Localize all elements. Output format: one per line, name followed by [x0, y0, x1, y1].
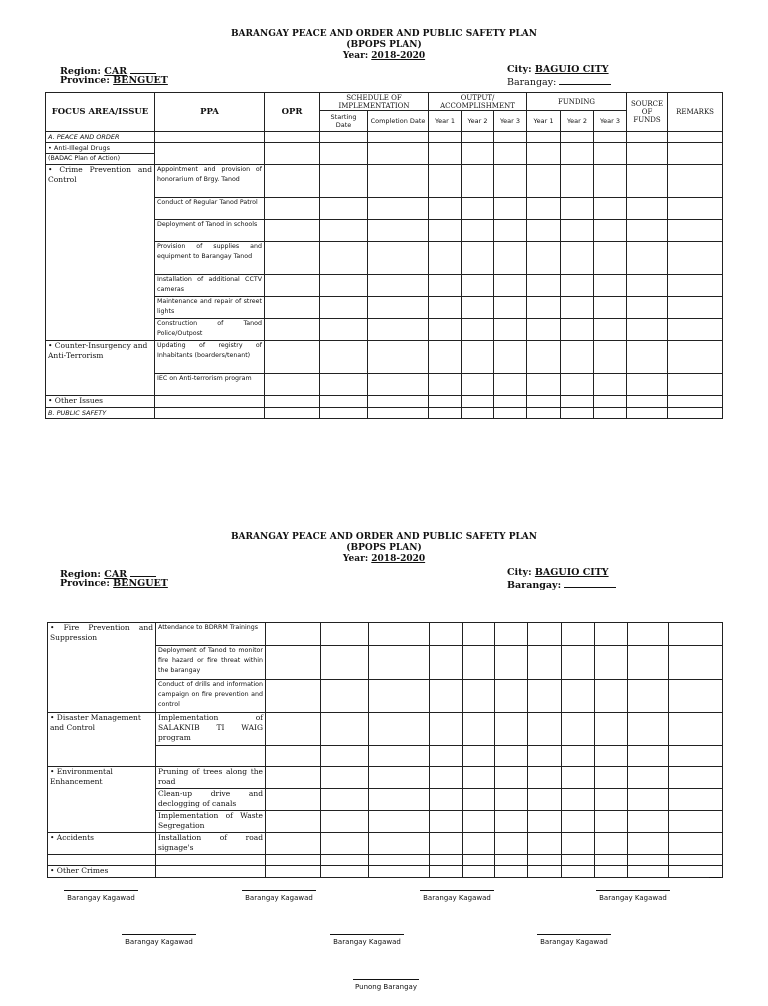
page2-subtitle: (BPOPS PLAN)	[346, 543, 422, 553]
ppa-item: IEC on Anti-terrorism program	[155, 374, 265, 396]
ppa-item: Attendance to BDRRM Trainings	[156, 623, 266, 646]
signature-kagawad-1: Barangay Kagawad	[60, 890, 142, 902]
page2-year-value: 2018-2020	[371, 554, 426, 564]
page1-province: Province: BENGUET	[60, 75, 168, 86]
signature-kagawad-6: Barangay Kagawad	[326, 934, 408, 946]
table-row	[48, 713, 723, 746]
ppa-item: Appointment and provision of honorarium of Brgy. Tanod	[155, 165, 265, 198]
page2-province: Province: BENGUET	[60, 578, 168, 589]
ppa-item: Conduct of drills and information campaign on fire prevention and control	[156, 680, 266, 713]
ppa-item: Construction of Tanod Police/Outpost	[155, 319, 265, 341]
signature-line	[64, 890, 138, 891]
col-starting-header: Starting Date	[320, 111, 368, 132]
page2-year: Year: 2018-2020	[342, 554, 426, 564]
section-row	[46, 132, 723, 143]
col-output-header: OUTPUT/ ACCOMPLISHMENT	[429, 93, 527, 111]
ppa-item: Clean-up drive and declogging of canals	[156, 789, 266, 811]
table-row	[46, 143, 723, 154]
section-row	[46, 408, 723, 419]
table-row	[46, 396, 723, 408]
page1-subtitle: (BPOPS PLAN)	[346, 40, 422, 50]
col-ppa-header: PPA	[155, 93, 265, 132]
ppa-item: Implementation of Waste Segregation	[156, 811, 266, 833]
signature-punong-barangay: Punong Barangay	[345, 979, 427, 991]
col-completion-header: Completion Date	[368, 111, 429, 132]
focus-disaster-management: • Disaster Management and Control	[48, 713, 156, 767]
page1-region: Region: CAR	[60, 64, 156, 77]
page2-province-value: BENGUET	[113, 578, 168, 589]
signature-line	[242, 890, 316, 891]
signature-line	[330, 934, 404, 935]
focus-crime-prevention: • Crime Prevention and Control	[46, 165, 155, 341]
page1-city: City: BAGUIO CITY	[507, 64, 609, 75]
page1-province-value: BENGUET	[113, 75, 168, 86]
signature-kagawad-3: Barangay Kagawad	[416, 890, 498, 902]
page1-barangay: Barangay:	[507, 75, 611, 88]
page2-region: Region: CAR	[60, 567, 156, 580]
col-source-header: SOURCE OF FUNDS	[627, 93, 668, 132]
page1-region-value: CAR	[104, 66, 128, 77]
focus-counter-insurgency: • Counter-Insurgency and Anti-Terrorism	[46, 341, 155, 396]
page1-city-value: BAGUIO CITY	[534, 64, 609, 75]
page1-barangay-blank	[559, 75, 611, 85]
ppa-item: Implementation of SALAKNIB TI WAIG program	[156, 713, 266, 746]
ppa-item: Installation of additional CCTV cameras	[155, 275, 265, 297]
page1-year: Year: 2018-2020	[342, 51, 426, 61]
ppa-item: Conduct of Regular Tanod Patrol	[155, 198, 265, 220]
page2-title: BARANGAY PEACE AND ORDER AND PUBLIC SAFETY PLAN	[230, 532, 538, 542]
col-funding-year3: Year 3	[594, 111, 627, 132]
ppa-item: Installation of road signage's	[156, 833, 266, 855]
signature-line	[537, 934, 611, 935]
table-row	[48, 623, 723, 646]
page1-plan-table	[45, 92, 723, 419]
ppa-item: Maintenance and repair of street lights	[155, 297, 265, 319]
col-output-year1: Year 1	[429, 111, 462, 132]
ppa-item: Provision of supplies and equipment to Barangay Tanod	[155, 242, 265, 275]
ppa-item: Updating of registry of Inhabitants (boarders/tenant)	[155, 341, 265, 374]
page1-year-value: 2018-2020	[371, 51, 426, 61]
signature-kagawad-4: Barangay Kagawad	[592, 890, 674, 902]
focus-other-crimes: • Other Crimes	[48, 866, 156, 878]
col-remarks-header: REMARKS	[668, 93, 723, 132]
table-row	[48, 866, 723, 878]
col-funding-year1: Year 1	[527, 111, 561, 132]
ppa-item: Pruning of trees along the road	[156, 767, 266, 789]
section-b-label: B. PUBLIC SAFETY	[46, 408, 155, 419]
table-row	[48, 855, 723, 866]
focus-other-issues: • Other Issues	[46, 396, 155, 408]
table-row	[46, 341, 723, 374]
col-funding-header: FUNDING	[527, 93, 627, 111]
focus-accidents: • Accidents	[48, 833, 156, 855]
col-funding-year2: Year 2	[561, 111, 594, 132]
table-row	[46, 165, 723, 198]
signature-kagawad-5: Barangay Kagawad	[118, 934, 200, 946]
page2-barangay: Barangay:	[507, 578, 616, 591]
page1-region-blank	[130, 64, 156, 74]
col-opr-header: OPR	[265, 93, 320, 132]
table-row	[48, 767, 723, 789]
col-output-year2: Year 2	[462, 111, 494, 132]
section-a-label: A. PEACE AND ORDER	[46, 132, 155, 143]
page1-title: BARANGAY PEACE AND ORDER AND PUBLIC SAFETY PLAN	[230, 29, 538, 39]
page2-barangay-blank	[564, 578, 616, 588]
focus-fire-prevention: • Fire Prevention and Suppression	[48, 623, 156, 713]
page2-city: City: BAGUIO CITY	[507, 567, 609, 578]
signature-line	[353, 979, 419, 980]
table-row	[48, 833, 723, 855]
focus-environmental: • Environmental Enhancement	[48, 767, 156, 833]
ppa-item: Deployment of Tanod in schools	[155, 220, 265, 242]
header-row-1	[46, 93, 723, 111]
signature-kagawad-7: Barangay Kagawad	[533, 934, 615, 946]
signature-line	[420, 890, 494, 891]
focus-anti-drugs: • Anti-Illegal Drugs	[46, 143, 155, 154]
signature-kagawad-2: Barangay Kagawad	[238, 890, 320, 902]
col-schedule-header: SCHEDULE OF IMPLEMENTATION	[320, 93, 429, 111]
page2-city-value: BAGUIO CITY	[534, 567, 609, 578]
page2-region-value: CAR	[104, 569, 128, 580]
ppa-item: Deployment of Tanod to monitor fire hazard or fire threat within the barangay	[156, 646, 266, 680]
stray-line	[709, 877, 721, 878]
page2-plan-table	[47, 622, 723, 878]
col-focus-header: FOCUS AREA/ISSUE	[46, 93, 155, 132]
page2-region-blank	[130, 567, 156, 577]
focus-anti-drugs-sub: (BADAC Plan of Action)	[46, 154, 155, 165]
col-output-year3: Year 3	[494, 111, 527, 132]
signature-line	[122, 934, 196, 935]
signature-line	[596, 890, 670, 891]
